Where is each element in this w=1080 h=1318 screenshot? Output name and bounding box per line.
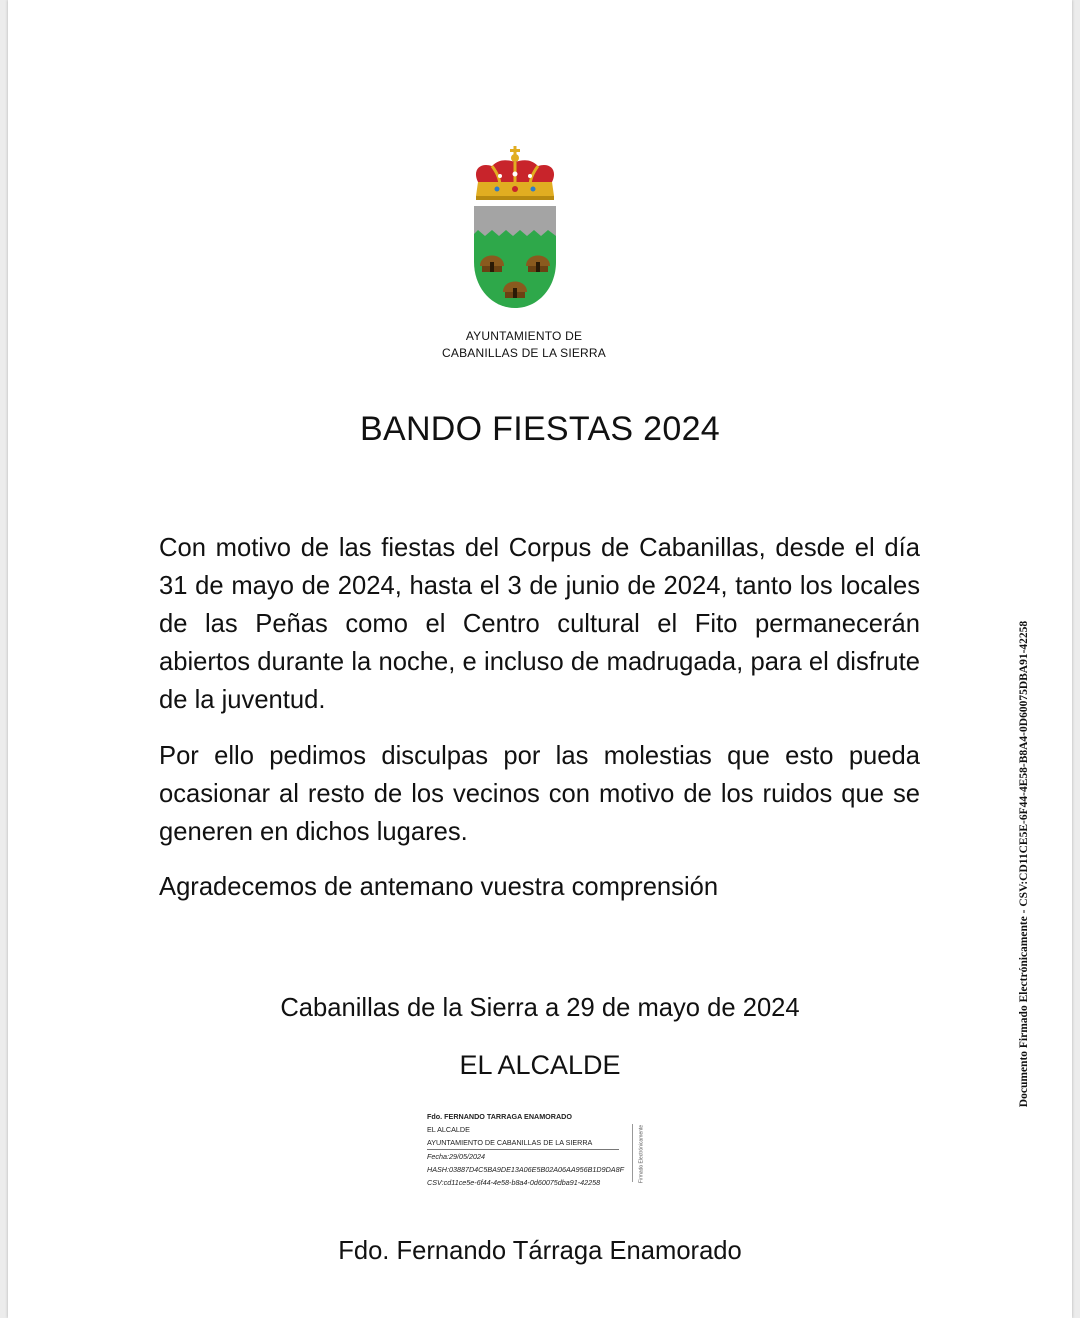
stamp-date: Fecha:29/05/2024	[427, 1152, 485, 1161]
org-name-line2: CABANILLAS DE LA SIERRA	[442, 346, 606, 360]
page-title: BANDO FIESTAS 2024	[359, 410, 720, 448]
signer-name: Fdo. Fernando Tárraga Enamorado	[338, 1237, 742, 1265]
document-page	[8, 0, 1072, 1318]
paragraph-thanks: Agradecemos de antemano vuestra comprensión	[159, 873, 719, 901]
stamp-role: EL ALCALDE	[427, 1125, 470, 1134]
shield-chief-icon	[474, 206, 556, 236]
side-csv-label	[1018, 621, 1030, 1107]
coat-of-arms-icon	[470, 144, 560, 312]
side-csv-prefix: Documento Firmado Electrónicamente -	[1018, 906, 1030, 1108]
mayor-title: EL ALCALDE	[459, 1050, 621, 1080]
org-name-line1: AYUNTAMIENTO DE	[465, 329, 583, 343]
dateline: Cabanillas de la Sierra a 29 de mayo de 2024	[280, 994, 800, 1022]
paragraph-apology: Por ello pedimos disculpas por las molestias que esto pueda ocasionar al resto de los vecinos con motivo de los ruidos que se generen en dichos lugares.	[159, 742, 920, 846]
signature-stamp	[427, 1110, 645, 1200]
stamp-hash: HASH:03887D4C5BA9DE13A06E5B02A06AA956B1D9DA8F	[427, 1165, 624, 1174]
side-csv-code: CSV:CD11CE5E-6F44-4E58-B8A4-0D60075DBA91-42258	[1018, 620, 1030, 907]
stamp-csv: CSV:cd11ce5e-6f44-4e58-b8a4-0d60075dba91-42258	[427, 1178, 601, 1187]
stamp-signer-name: Fdo. FERNANDO TARRAGA ENAMORADO	[427, 1112, 572, 1121]
stamp-divider	[632, 1124, 633, 1182]
paragraph-announcement: Con motivo de las fiestas del Corpus de Cabanillas, desde el día 31 de mayo de 2024, hasta el 3 de junio de 2024, tanto los locales de las Peñas como el Centro cultural el Fito permanecerán abiertos durante la noche, e incluso de madrugada, para el disfrute de la juventud.	[159, 534, 920, 714]
stamp-vertical-label: Firmado Electrónicamente	[638, 1124, 645, 1184]
stamp-org: AYUNTAMIENTO DE CABANILLAS DE LA SIERRA	[427, 1136, 619, 1150]
